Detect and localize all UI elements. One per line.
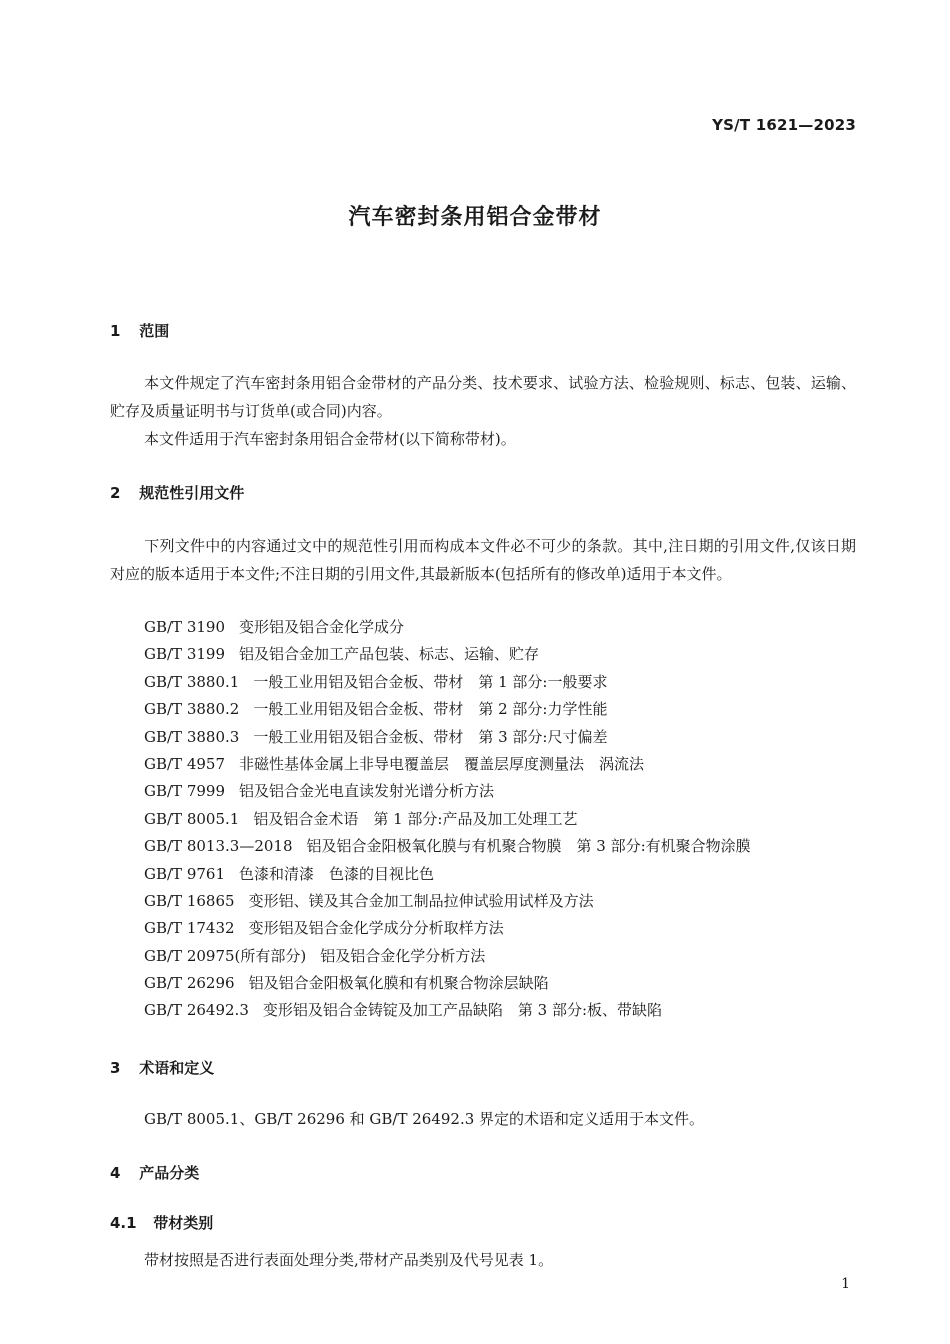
section-2-intro: 下列文件中的内容通过文中的规范性引用而构成本文件必不可少的条款。其中,注日期的引用文件,仅该日期对应的版本适用于本文件;不注日期的引用文件,其最新版本(包括所有的修改单)适用于本文件。 [110, 537, 856, 583]
reference-item: GB/T 8005.1 铝及铝合金术语 第 1 部分:产品及加工处理工艺 [144, 809, 578, 828]
section-number: 3 [110, 1059, 121, 1077]
reference-item: GB/T 16865 变形铝、镁及其合金加工制品拉伸试验用试样及方法 [144, 891, 594, 910]
reference-item: GB/T 7999 铝及铝合金光电直读发射光谱分析方法 [144, 782, 495, 801]
reference-item: GB/T 3880.2 一般工业用铝及铝合金板、带材 第 2 部分:力学性能 [144, 700, 608, 719]
reference-item: GB/T 3880.3 一般工业用铝及铝合金板、带材 第 3 部分:尺寸偏差 [144, 727, 608, 746]
section-4-1-paragraph: 带材按照是否进行表面处理分类,带材产品类别及代号见表 1。 [144, 1251, 554, 1269]
section-1-heading [110, 320, 169, 341]
section-1-paragraph-2: 本文件适用于汽车密封条用铝合金带材(以下简称带材)。 [144, 430, 516, 448]
reference-item: GB/T 8013.3—2018 铝及铝合金阳极氧化膜与有机聚合物膜 第 3 部分:有机聚合物涂膜 [144, 837, 751, 856]
page-number: 1 [841, 1276, 850, 1292]
section-4-1-heading [110, 1212, 213, 1233]
section-number: 4 [110, 1164, 121, 1182]
section-title: 规范性引用文件 [139, 484, 245, 502]
reference-item: GB/T 20975(所有部分) 铝及铝合金化学分析方法 [144, 946, 486, 965]
section-1-paragraph-1: 本文件规定了汽车密封条用铝合金带材的产品分类、技术要求、试验方法、检验规则、标志、包装、运输、贮存及质量证明书与订货单(或合同)内容。 [110, 374, 856, 420]
section-title: 产品分类 [139, 1164, 200, 1182]
reference-item: GB/T 26296 铝及铝合金阳极氧化膜和有机聚合物涂层缺陷 [144, 974, 549, 993]
section-number: 1 [110, 322, 121, 340]
reference-item: GB/T 17432 变形铝及铝合金化学成分分析取样方法 [144, 919, 504, 938]
section-3-heading [110, 1057, 214, 1078]
reference-item: GB/T 4957 非磁性基体金属上非导电覆盖层 覆盖层厚度测量法 涡流法 [144, 754, 645, 773]
reference-item: GB/T 3880.1 一般工业用铝及铝合金板、带材 第 1 部分:一般要求 [144, 672, 608, 691]
section-title: 术语和定义 [139, 1059, 215, 1077]
reference-item: GB/T 9761 色漆和清漆 色漆的目视比色 [144, 864, 435, 883]
section-title: 范围 [139, 322, 170, 340]
section-4-heading [110, 1162, 199, 1183]
section-number: 2 [110, 484, 121, 502]
document-title: 汽车密封条用铝合金带材 [348, 205, 602, 230]
section-2-heading [110, 482, 244, 503]
section-3-paragraph: GB/T 8005.1、GB/T 26296 和 GB/T 26492.3 界定的术语和定义适用于本文件。 [144, 1110, 705, 1128]
reference-item: GB/T 3199 铝及铝合金加工产品包装、标志、运输、贮存 [144, 645, 540, 664]
reference-list [144, 614, 751, 1025]
section-number: 4.1 [110, 1214, 137, 1232]
section-title: 带材类别 [153, 1214, 214, 1232]
reference-item: GB/T 3190 变形铝及铝合金化学成分 [144, 618, 405, 636]
reference-item: GB/T 26492.3 变形铝及铝合金铸锭及加工产品缺陷 第 3 部分:板、带缺陷 [144, 1001, 663, 1020]
standard-number: YS/T 1621—2023 [712, 116, 856, 134]
